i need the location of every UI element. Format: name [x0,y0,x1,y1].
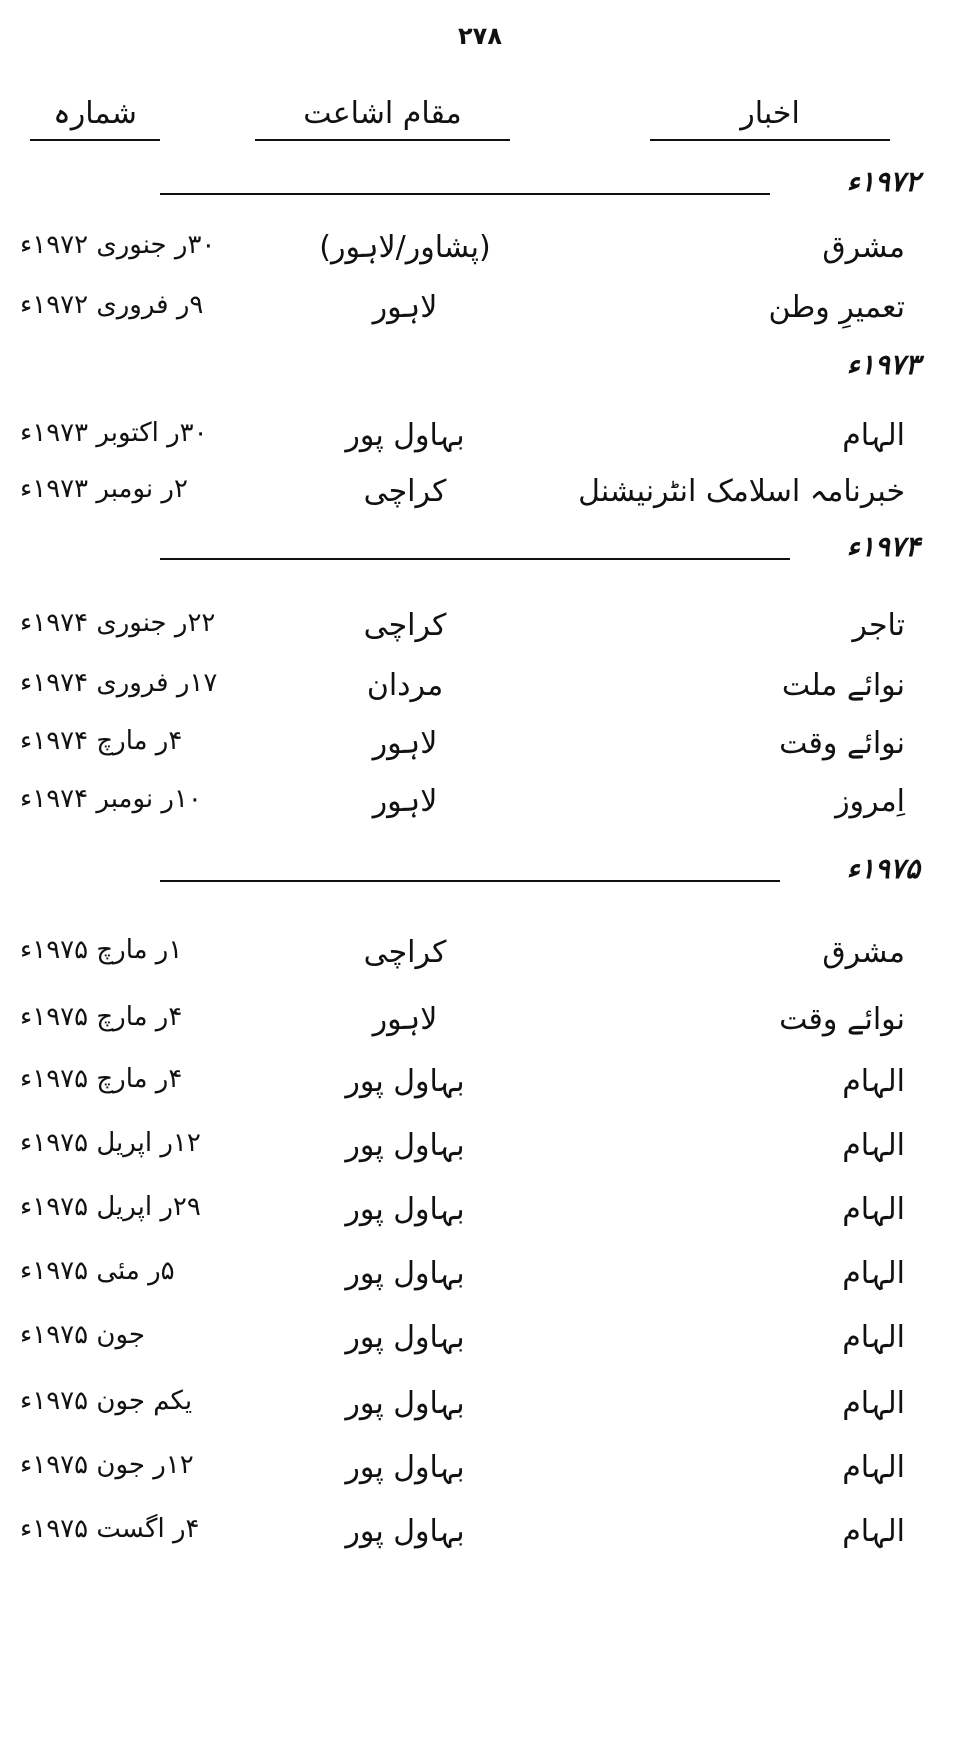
issue-date: یکم جون ۱۹۷۵ء [20,1386,193,1416]
page-number: ۲۷۸ [458,22,502,50]
newspaper-name: مشرق [822,230,905,265]
table-row [0,1256,960,1300]
year-rule [160,193,770,195]
table-row [0,1450,960,1494]
issue-date: ۴ر مارچ ۱۹۷۵ء [20,1002,183,1032]
column-headers [0,96,960,156]
header-place [255,96,510,141]
newspaper-name: الہام [842,1320,905,1355]
publication-place: (پشاور/لاہور) [319,230,491,265]
table-row [0,230,960,274]
issue-date: ۱ر مارچ ۱۹۷۵ء [20,935,183,965]
header-underline [255,139,510,141]
newspaper-name: نوائے وقت [779,1002,905,1037]
newspaper-name: نوائے وقت [779,726,905,761]
table-row [0,418,960,462]
issue-date: ۴ر مارچ ۱۹۷۴ء [20,726,183,756]
issue-date: ۱۲ر اپریل ۱۹۷۵ء [20,1128,201,1158]
publication-place: لاہور [372,784,438,819]
issue-date: ۱۷ر فروری ۱۹۷۴ء [20,668,218,698]
table-row [0,1064,960,1108]
year-heading: ۱۹۷۵ء [846,852,920,885]
newspaper-name: الہام [842,1256,905,1291]
issue-date: ۱۰ر نومبر ۱۹۷۴ء [20,784,202,814]
year-rule [160,880,780,882]
table-row [0,1002,960,1046]
header-issue [30,96,160,141]
newspaper-name: الہام [842,1192,905,1227]
newspaper-name: تاجر [852,608,905,643]
newspaper-name: الہام [842,1514,905,1549]
publication-place: بہاول پور [345,1256,465,1291]
issue-date: ۲۲ر جنوری ۱۹۷۴ء [20,608,216,638]
newspaper-name: الہام [842,418,905,453]
year-heading: ۱۹۷۳ء [846,348,920,381]
newspaper-name: نوائے ملت [781,668,905,703]
year-heading: ۱۹۷۴ء [846,530,920,563]
table-row [0,608,960,652]
publication-place: بہاول پور [345,1192,465,1227]
header-underline [650,139,890,141]
header-place-label: مقام اشاعت [303,96,462,131]
issue-date: جون ۱۹۷۵ء [20,1320,145,1350]
newspaper-name: الہام [842,1128,905,1163]
table-row [0,290,960,334]
publication-place: کراچی [363,474,447,509]
newspaper-name: تعمیرِ وطن [768,290,905,325]
publication-place: لاہور [372,1002,438,1037]
header-underline [30,139,160,141]
year-rule [160,558,790,560]
publication-place: لاہور [372,726,438,761]
issue-date: ۴ر اگست ۱۹۷۵ء [20,1514,200,1544]
issue-date: ۴ر مارچ ۱۹۷۵ء [20,1064,183,1094]
publication-place: مردان [366,668,444,703]
table-row [0,935,960,979]
publication-place: کراچی [363,608,447,643]
newspaper-name: مشرق [822,935,905,970]
newspaper-name: الہام [842,1064,905,1099]
publication-place: بہاول پور [345,1450,465,1485]
newspaper-name: اِمروز [835,784,905,819]
table-row [0,1386,960,1430]
issue-date: ۲ر نومبر ۱۹۷۳ء [20,474,188,504]
issue-date: ۱۲ر جون ۱۹۷۵ء [20,1450,194,1480]
table-row [0,1514,960,1558]
year-heading: ۱۹۷۲ء [846,165,920,198]
newspaper-name: خبرنامہ اسلامک انٹرنیشنل [578,474,905,509]
issue-date: ۹ر فروری ۱۹۷۲ء [20,290,204,320]
publication-place: بہاول پور [345,1386,465,1421]
header-newspaper-label: اخبار [740,96,800,131]
newspaper-name: الہام [842,1450,905,1485]
newspaper-name: الہام [842,1386,905,1421]
header-newspaper [650,96,890,141]
publication-place: بہاول پور [345,1128,465,1163]
issue-date: ۳۰ر جنوری ۱۹۷۲ء [20,230,216,260]
header-issue-label: شمارہ [53,96,137,131]
table-row [0,668,960,712]
table-row [0,726,960,770]
publication-place: بہاول پور [345,1514,465,1549]
publication-place: بہاول پور [345,1064,465,1099]
table-row [0,1320,960,1364]
publication-place: بہاول پور [345,1320,465,1355]
issue-date: ۳۰ر اکتوبر ۱۹۷۳ء [20,418,208,448]
publication-place: لاہور [372,290,438,325]
publication-place: کراچی [363,935,447,970]
publication-place: بہاول پور [345,418,465,453]
issue-date: ۲۹ر اپریل ۱۹۷۵ء [20,1192,201,1222]
table-row [0,474,960,518]
table-row [0,1128,960,1172]
issue-date: ۵ر مئی ۱۹۷۵ء [20,1256,175,1286]
table-row [0,1192,960,1236]
table-row [0,784,960,828]
